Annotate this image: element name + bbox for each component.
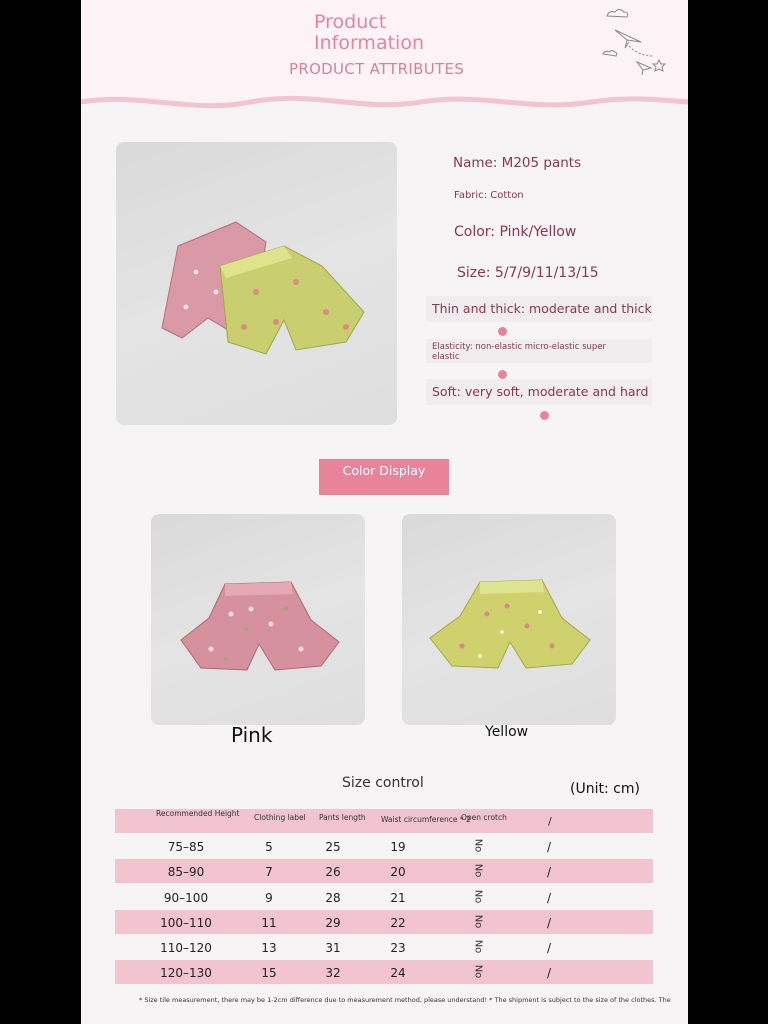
cell-crotch: No: [472, 964, 484, 979]
header-waist: Waist circumference * 2: [381, 815, 471, 824]
unit-label: (Unit: cm): [570, 781, 640, 797]
attr-color: Color: Pink/Yellow: [454, 224, 577, 240]
header-label: Clothing label: [254, 813, 306, 822]
cell-slash: /: [546, 891, 552, 905]
page-header: [81, 0, 688, 125]
cell-crotch: No: [472, 889, 484, 904]
cell-slash: /: [546, 840, 552, 854]
cell-crotch: No: [472, 838, 484, 853]
cell-slash: /: [546, 916, 552, 930]
cell-label: 13: [261, 941, 277, 955]
cell-label: 15: [261, 966, 277, 980]
cell-waist: 22: [390, 916, 406, 930]
cell-length: 25: [325, 840, 341, 854]
shorts-pair-image: [116, 142, 397, 425]
attr-name: Name: M205 pants: [453, 155, 582, 171]
cell-length: 29: [325, 916, 341, 930]
cell-height: 75–85: [167, 840, 205, 854]
size-footnote: * Size tile measurement, there may be 1-2cm difference due to measurement method, please understand! * The shipment is subject to the size of the clothes. The: [139, 996, 671, 1004]
pink-label: Pink: [231, 723, 273, 747]
cell-waist: 23: [390, 941, 406, 955]
header-crotch: Open crotch: [461, 813, 507, 822]
cell-waist: 24: [390, 966, 406, 980]
cell-slash: /: [546, 941, 552, 955]
cell-height: 90–100: [163, 891, 209, 905]
size-control-title: Size control: [342, 775, 424, 791]
cell-waist: 19: [390, 840, 406, 854]
cell-height: 85–90: [167, 865, 205, 879]
cell-crotch: No: [472, 914, 484, 929]
cell-height: 110–120: [160, 941, 212, 955]
page-title: [314, 12, 424, 54]
header-length: Pants length: [319, 813, 366, 822]
pink-shorts-image: [151, 514, 365, 725]
header-height: Recommended Height: [156, 809, 240, 818]
header-wave: [81, 86, 688, 126]
cell-label: 5: [265, 840, 273, 854]
main-product-photo: [116, 142, 397, 425]
cell-slash: /: [546, 966, 552, 980]
cell-length: 31: [325, 941, 341, 955]
soft-indicator: [540, 411, 549, 420]
cell-length: 26: [325, 865, 341, 879]
cell-crotch: No: [472, 863, 484, 878]
cell-label: 7: [265, 865, 273, 879]
thickness-indicator: [498, 327, 507, 336]
cell-height: 100–110: [160, 916, 212, 930]
cell-length: 32: [325, 966, 341, 980]
yellow-variant-photo[interactable]: [402, 514, 616, 725]
cell-label: 11: [261, 916, 277, 930]
cell-crotch: No: [472, 939, 484, 954]
title-line-2: Information: [314, 32, 424, 54]
elasticity-indicator: [498, 370, 507, 379]
attr-size: Size: 5/7/9/11/13/15: [457, 265, 599, 281]
attr-fabric: Fabric: Cotton: [454, 190, 524, 201]
cell-height: 120–130: [160, 966, 212, 980]
cell-length: 28: [325, 891, 341, 905]
attr-soft: Soft: very soft, moderate and hard: [432, 384, 649, 399]
yellow-label: Yellow: [485, 724, 529, 740]
attr-elasticity: Elasticity: non-elastic micro-elastic super elastic: [432, 342, 607, 362]
yellow-shorts-image: [402, 514, 616, 725]
pink-variant-photo[interactable]: [151, 514, 365, 725]
product-page: [81, 0, 688, 1024]
color-display-button[interactable]: Color Display: [319, 459, 449, 495]
attr-thickness: Thin and thick: moderate and thick: [432, 301, 652, 316]
cell-waist: 20: [390, 865, 406, 879]
cell-waist: 21: [390, 891, 406, 905]
page-subtitle: PRODUCT ATTRIBUTES: [289, 60, 465, 78]
cell-label: 9: [265, 891, 273, 905]
cell-slash: /: [546, 865, 552, 879]
title-line-1: Product: [314, 11, 387, 33]
header-slash: /: [548, 815, 552, 828]
paper-plane-doodle-icon: [601, 4, 671, 84]
